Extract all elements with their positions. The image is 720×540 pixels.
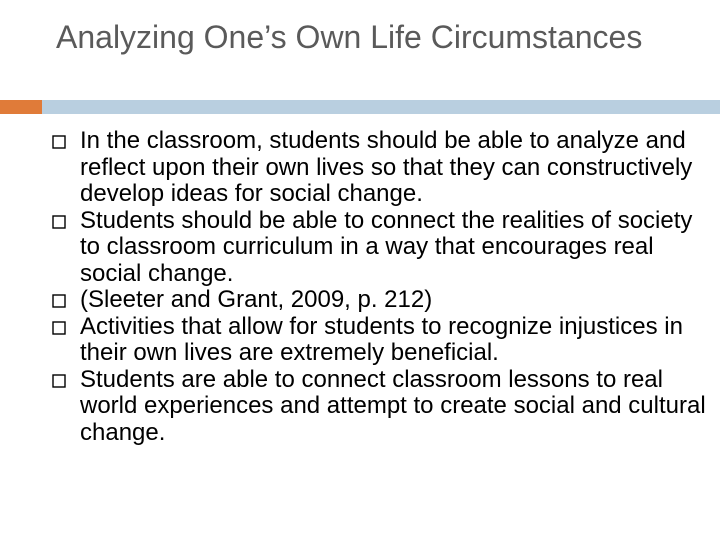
hollow-square-bullet-icon bbox=[52, 294, 66, 308]
bullet-text: Students are able to connect classroom lessons to real world experiences and attempt to create social and cultural change. bbox=[80, 365, 706, 446]
bullet-item bbox=[52, 208, 712, 288]
hollow-square-bullet-icon bbox=[52, 215, 66, 229]
bullet-item bbox=[52, 287, 712, 314]
bullet-text: Activities that allow for students to recognize injustices in their own lives are extremely beneficial. bbox=[80, 312, 683, 366]
bullet-text: (Sleeter and Grant, 2009, p. 212) bbox=[80, 286, 433, 313]
slide-title: Analyzing One’s Own Life Circumstances bbox=[56, 19, 643, 55]
hollow-square-bullet-icon bbox=[52, 321, 66, 335]
hollow-square-bullet-icon bbox=[52, 135, 66, 149]
bullet-item bbox=[52, 314, 712, 367]
title-accent-bar bbox=[0, 100, 42, 114]
bullet-text: In the classroom, students should be able to analyze and reflect upon their own lives so that they can constructively develop ideas for social change. bbox=[80, 127, 693, 207]
bullet-list bbox=[52, 128, 712, 446]
title-rule-bar bbox=[42, 100, 720, 114]
bullet-item bbox=[52, 367, 712, 447]
bullet-item bbox=[52, 128, 712, 208]
hollow-square-bullet-icon bbox=[52, 374, 66, 388]
bullet-text: Students should be able to connect the realities of society to classroom curriculum in a way that encourages real social change. bbox=[80, 206, 693, 287]
